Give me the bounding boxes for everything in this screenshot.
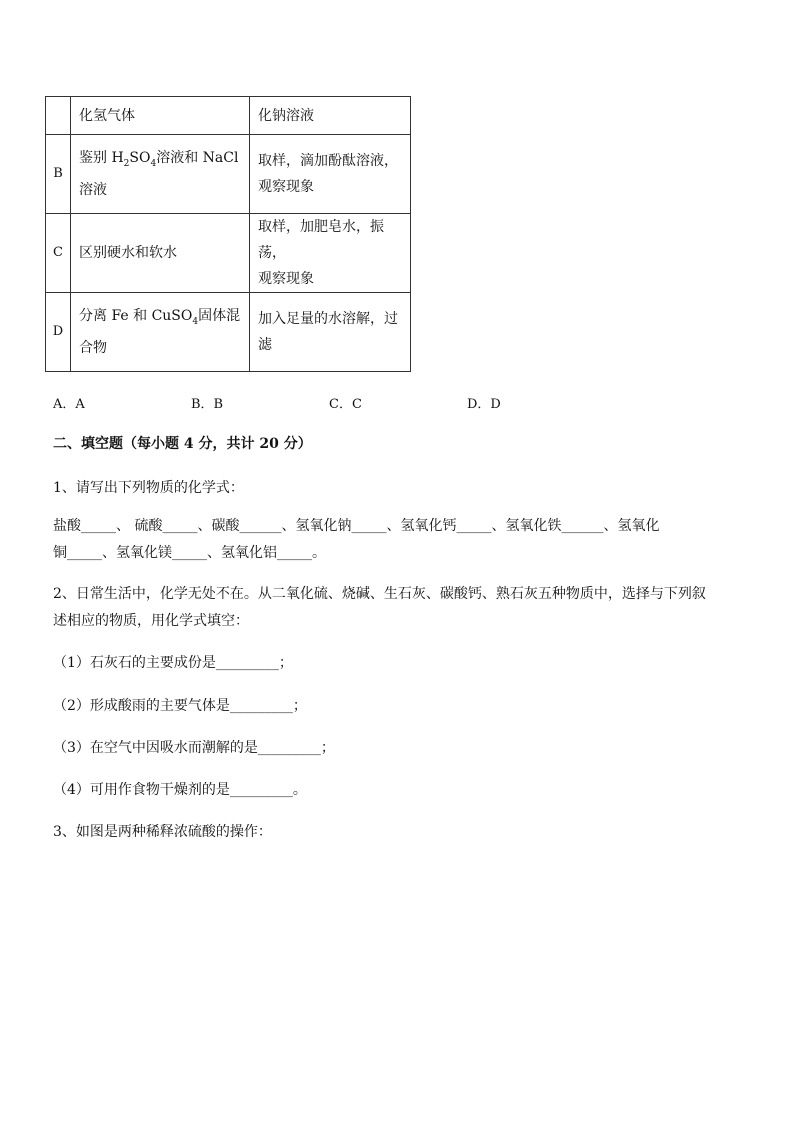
subscript: 4 <box>150 158 157 169</box>
row-method <box>250 214 411 293</box>
choice-d: D．D <box>467 397 501 412</box>
q2-item-4: （4）可用作食物干燥剂的是_________。 <box>53 782 307 798</box>
table-row <box>46 293 411 372</box>
text: 合物 <box>79 339 107 356</box>
q2-line2: 述相应的物质，用化学式填空： <box>53 613 249 629</box>
choice-b: B．B <box>191 397 224 412</box>
row-label: B <box>46 135 71 214</box>
row-item: 化氢气体 <box>71 97 250 135</box>
q2-body <box>53 581 743 635</box>
row-item: 区别硬水和软水 <box>71 214 250 293</box>
q2-line1: 2、日常生活中，化学无处不在。从二氧化硫、烧碱、生石灰、碳酸钙、熟石灰五种物质中，选择与下列叙 <box>53 586 706 602</box>
text: 观察现象 <box>258 271 314 287</box>
text: 加入足量的水溶解，过 <box>258 311 398 327</box>
subscript: 4 <box>192 316 199 327</box>
q1-body <box>53 513 743 567</box>
text: 分离 Fe 和 CuSO <box>79 308 193 325</box>
row-label: D <box>46 293 71 372</box>
text: SO <box>129 150 151 167</box>
choice-c: C．C <box>329 397 362 412</box>
row-label <box>46 97 71 135</box>
row-item <box>71 135 250 214</box>
choice-a: A．A <box>53 397 85 412</box>
table-row <box>46 135 411 214</box>
q1-prompt: 1、请写出下列物质的化学式： <box>53 480 244 496</box>
options-table <box>45 96 411 372</box>
q3-prompt: 3、如图是两种稀释浓硫酸的操作： <box>53 824 272 840</box>
text: 滤 <box>258 337 272 353</box>
row-label: C <box>46 214 71 293</box>
text: 鉴别 H <box>79 150 124 167</box>
table-row <box>46 97 411 135</box>
text: 溶液 <box>79 181 107 198</box>
row-method <box>250 135 411 214</box>
text: 固体混 <box>198 308 241 325</box>
subscript: 2 <box>123 158 130 169</box>
text: 取样，加肥皂水，振荡， <box>258 219 384 261</box>
q2-item-3: （3）在空气中因吸水而潮解的是_________； <box>53 740 335 756</box>
text: 取样，滴加酚酞溶液， <box>258 153 398 169</box>
answer-choices <box>53 393 533 412</box>
row-method: 化钠溶液 <box>250 97 411 135</box>
q2-item-1: （1）石灰石的主要成份是_________； <box>53 655 293 671</box>
q1-line1: 盐酸_____、 硫酸_____、碳酸______、氢氧化钠_____、氢氧化钙_____、氢氧化铁______、氢氧化 <box>53 518 660 534</box>
text: 溶液和 NaCl <box>156 150 239 167</box>
q2-item-2: （2）形成酸雨的主要气体是_________； <box>53 698 307 714</box>
row-method <box>250 293 411 372</box>
table-row <box>46 214 411 293</box>
section-title: 二、填空题（每小题 4 分，共计 20 分） <box>53 436 312 452</box>
text: 观察现象 <box>258 179 314 195</box>
q1-line2: 铜_____、氢氧化镁_____、氢氧化铝_____。 <box>53 545 326 561</box>
row-item <box>71 293 250 372</box>
